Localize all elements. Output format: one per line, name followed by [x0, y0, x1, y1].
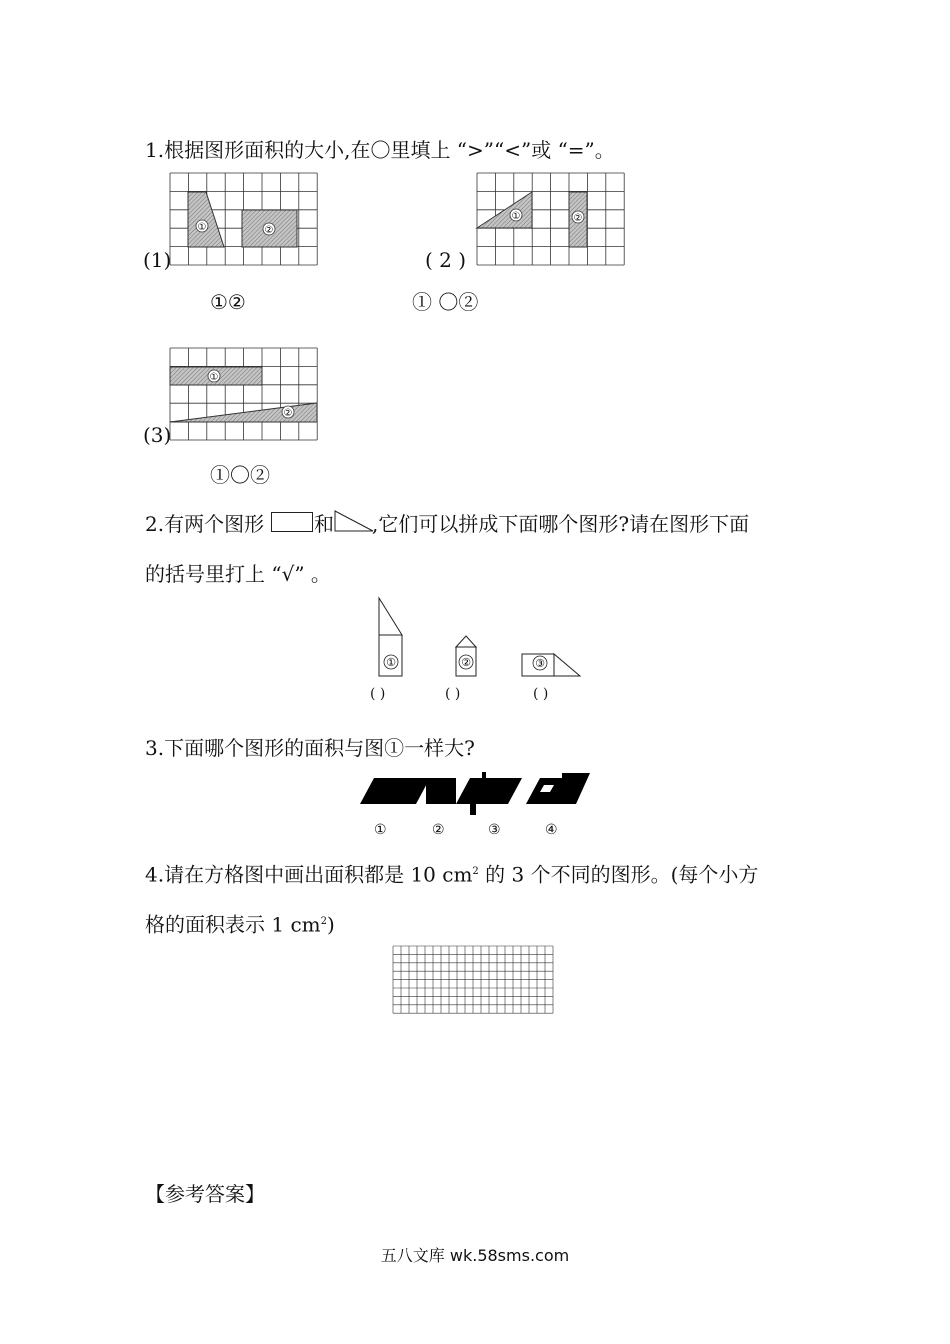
q1-part1-shape2-label: ②: [264, 225, 274, 236]
q1-part2-grid-figure: [477, 173, 625, 267]
footer-watermark: 五八文库 wk.58sms.com: [380, 1246, 570, 1265]
q2-line1-end: ,它们可以拼成下面哪个图形?请在图形下面: [372, 512, 750, 536]
q1-title: 1.根据图形面积的大小,在〇里填上 “>”“<”或 “=”。: [145, 138, 615, 162]
q2-rectangle-icon: [271, 512, 313, 532]
q1-part2-answer: ① 〇②: [412, 290, 479, 314]
q3-label-1: ①: [374, 822, 387, 838]
q1-part2-shape1-label: ①: [511, 211, 521, 222]
q2-line2: 的括号里打上 “√” 。: [145, 562, 331, 586]
q3-label-4: ④: [545, 822, 558, 838]
q1-part1-answer: ①②: [210, 290, 246, 314]
q3-label-2: ②: [432, 822, 445, 838]
q1-part1-shape1-label: ①: [197, 222, 207, 233]
q2-bracket-1[interactable]: ( ): [370, 686, 386, 702]
q4-line1: 4.请在方格图中画出面积都是 10 $cm^2$ 的 3 个不同的图形。(每个小方: [145, 862, 759, 887]
q2-line1-and: 和: [314, 512, 334, 536]
q1-part3-label: (3): [143, 423, 172, 447]
q2-line1-start: 2.有两个图形: [145, 512, 265, 536]
q2-bracket-3[interactable]: ( ): [533, 686, 549, 702]
q3-label-3: ③: [488, 822, 501, 838]
q1-part3-answer: ①〇②: [210, 463, 270, 487]
q1-part2-shape2-label: ②: [573, 213, 583, 224]
q2-figure3-label: ③: [535, 657, 545, 670]
q3-black-shapes: [358, 770, 593, 818]
q2-figure2-label: ②: [461, 656, 471, 669]
q2-triangle-icon: [334, 510, 374, 532]
q1-part2-label: ( 2 ): [425, 248, 467, 272]
q2-bracket-2[interactable]: ( ): [445, 686, 461, 702]
q4-line2: 格的面积表示 1 $cm^2$): [145, 912, 335, 937]
q1-part3-grid-figure: [170, 348, 318, 442]
q2-figure1-label: ①: [386, 656, 396, 669]
answer-header: 【参考答案】: [145, 1182, 265, 1206]
q1-part3-shape1-label: ①: [209, 372, 219, 383]
q2-option-figures: [360, 595, 590, 705]
q4-drawing-grid[interactable]: [393, 946, 553, 1014]
q1-part3-shape2-label: ②: [283, 408, 293, 419]
q1-part1-grid-figure: [170, 173, 318, 267]
q3-title: 3.下面哪个图形的面积与图①一样大?: [145, 736, 475, 760]
q1-part1-label: (1): [143, 248, 172, 272]
